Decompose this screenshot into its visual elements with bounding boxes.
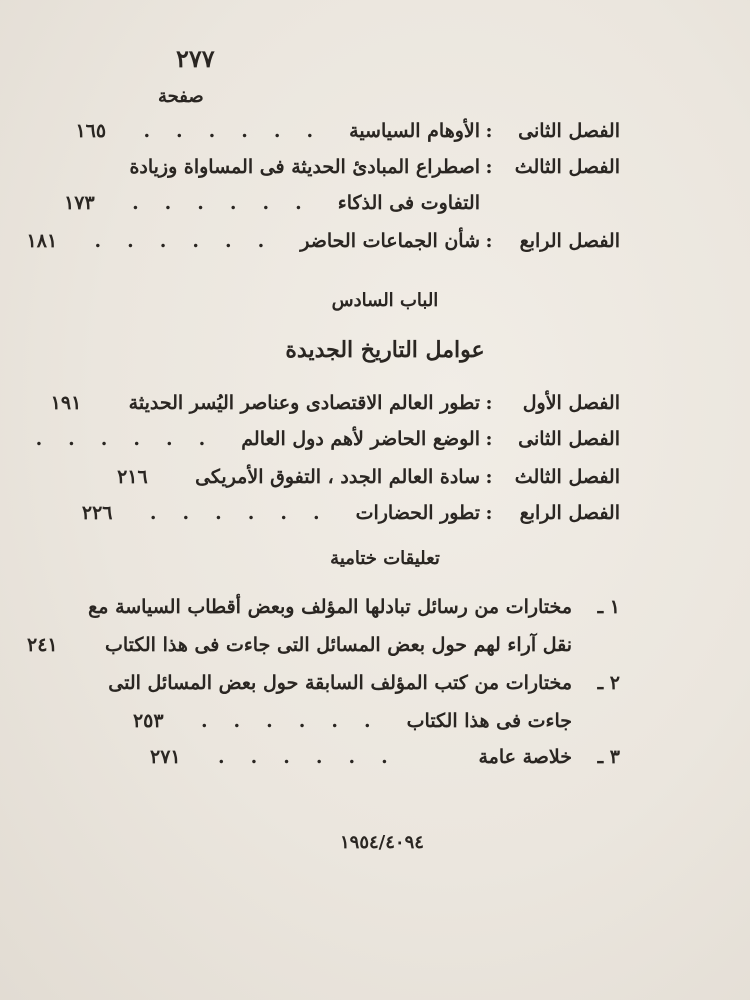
separator-colon: : [485,466,493,488]
separator-colon: : [485,392,493,414]
page-column-header: صفحة [158,86,204,107]
chapter-label: الفصل الأول [522,392,620,414]
dot-leader: ...... [35,428,232,450]
page-ref: ١٦٥ [75,120,107,142]
deposit-number: ١٩٥٤/٤٠٩٤ [340,832,424,853]
toc-entry [108,666,620,700]
toc-entry-continuation [26,628,620,662]
separator-colon: : [485,502,493,524]
chapter-title: الأوهام السياسية [349,120,480,142]
separator-colon: : [485,156,493,178]
note-number: ١ ـ [597,596,620,618]
chapter-label: الفصل الرابع [519,230,620,252]
dot-leader: ...... [200,710,397,732]
toc-entry [26,224,620,258]
toc-entry [129,150,620,184]
chapter-title: التفاوت فى الذكاء [337,192,480,214]
separator-colon: : [485,120,493,142]
part-heading: الباب السادس [331,290,439,311]
toc-entry [35,422,620,456]
page-ref: ١٨١ [26,230,58,252]
chapter-label: الفصل الثانى [518,120,620,142]
chapter-title: شأن الجماعات الحاضر [300,230,480,252]
separator-colon: : [485,428,493,450]
note-number: ٣ ـ [597,746,620,768]
chapter-title: تطور العالم الاقتصادى وعناصر اليُسر الحديثة [128,392,480,414]
chapter-label: الفصل الثانى [518,428,620,450]
chapter-title: سادة العالم الجدد ، التفوق الأمريكى [195,466,480,488]
page-ref: ١٩١ [50,392,82,414]
chapter-title: تطور الحضارات [355,502,480,524]
chapter-title: الوضع الحاضر لأهم دول العالم [241,428,480,450]
page-ref: ٢١٦ [117,466,148,488]
toc-entry [117,460,620,494]
page-ref: ١٧٣ [64,192,95,214]
notes-heading: تعليقات ختامية [330,548,440,569]
separator-colon: : [485,230,493,252]
toc-entry [50,386,620,420]
page-ref [0,428,26,450]
chapter-label: الفصل الثالث [514,156,620,178]
note-number: ٢ ـ [597,672,620,694]
note-title: نقل آراء لهم حول بعض المسائل التى جاءت فى هذا الكتاب [104,634,572,656]
dot-leader: ...... [132,192,328,214]
toc-entry [75,114,620,148]
toc-entry [150,740,620,774]
dot-leader: ...... [143,120,340,142]
toc-entry [88,590,620,624]
page-ref: ٢٥٣ [132,710,164,732]
toc-entry [81,496,620,530]
dot-leader: ...... [94,230,291,252]
chapter-label: الفصل الرابع [519,502,620,524]
toc-entry-continuation [132,704,620,738]
toc-entry-continuation [64,186,620,220]
note-title: مختارات من رسائل تبادلها المؤلف وبعض أقطاب السياسة مع [88,596,572,618]
page-number: ٢٧٧ [176,44,215,73]
chapter-label: الفصل الثالث [514,466,620,488]
page-ref: ٢٤١ [26,634,58,656]
note-title: جاءت فى هذا الكتاب [406,710,572,732]
dot-leader: ...... [218,746,414,768]
dot-leader: ...... [149,502,346,524]
chapter-title: اصطراع المبادئ الحديثة فى المساواة وزيادة [129,156,480,178]
part-subheading: عوامل التاريخ الجديدة [285,337,485,363]
page-ref: ٢٢٦ [81,502,113,524]
note-title: خلاصة عامة [478,746,572,768]
note-title: مختارات من كتب المؤلف السابقة حول بعض المسائل التى [108,672,572,694]
page-ref: ٢٧١ [150,746,181,768]
